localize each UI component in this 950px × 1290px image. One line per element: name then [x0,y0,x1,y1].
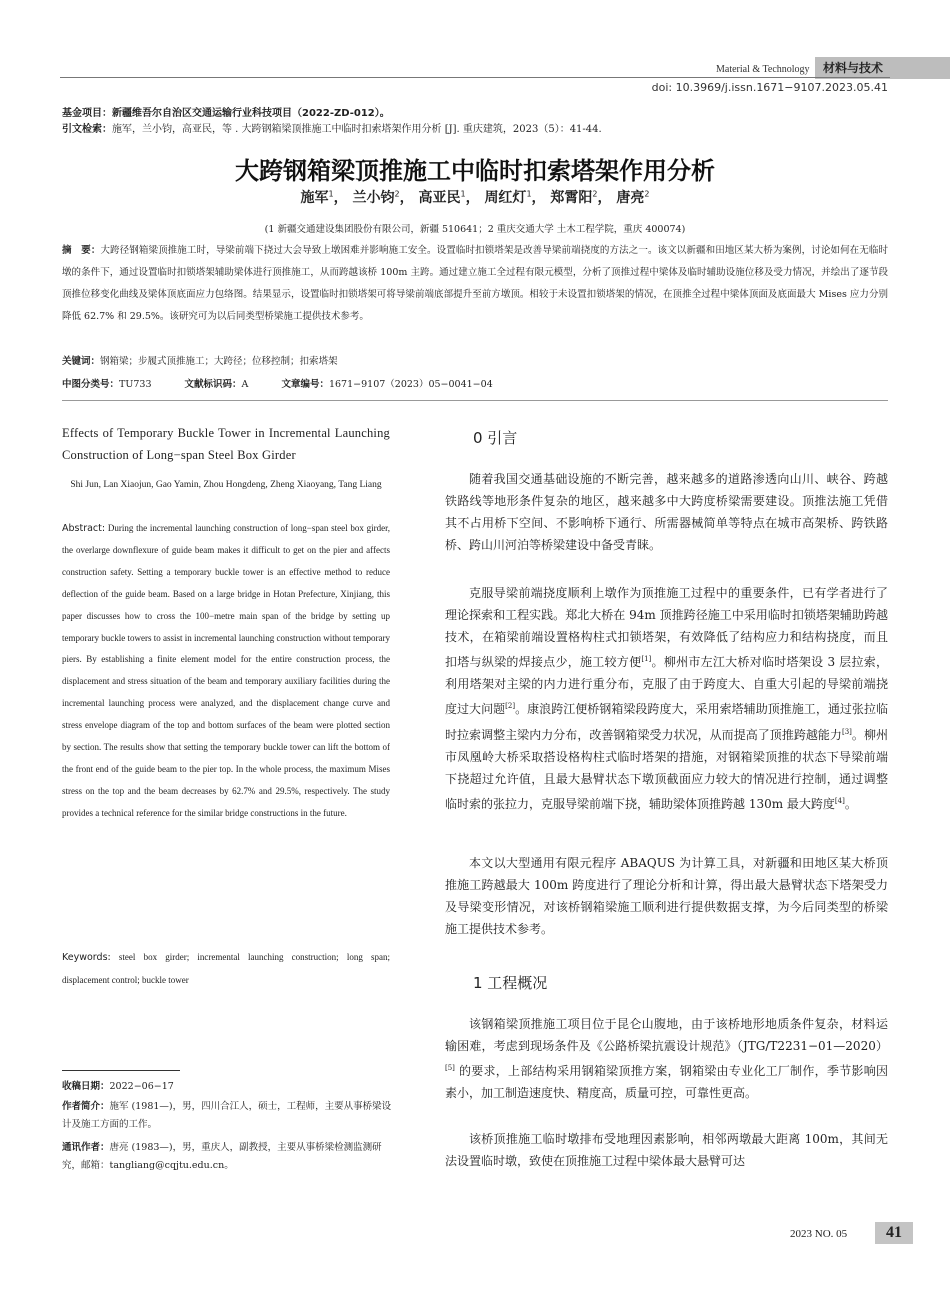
corresponding-author: 通讯作者：唐亮 (1983—)，男，重庆人，副教授，主要从事桥梁检测监测研究，邮箱：tangliang@cqjtu.edu.cn。 [62,1142,382,1171]
body-paragraph: 克服导梁前端挠度顺利上墩作为顶推施工过程中的重要条件，已有学者进行了理论探索和工程实践。郑北大桥在 94m 顶推跨径施工中采用临时扣锁塔架辅助跨越技术，在箱梁前端设置格构柱式扣锁塔架，有效降低了结构应力和结构挠度，而且扣塔与纵梁的焊接点少，施工较方便[1]。柳州市左江大桥对临时塔架设 3 层拉索，利用塔架对主梁的内力进行重分布，克服了由于跨度大、自重大引起的导梁前端挠度过大问题[2]。康浪跨江便桥钢箱梁段跨度大，采用索塔辅助顶推施工，通过张拉临时拉索调整主梁内力分布，改善钢箱梁受力状况，从而提高了顶推跨越能力[3]。柳州市凤凰岭大桥采取搭设格构柱式临时塔架的措施，对钢箱梁顶推的状态下导梁前端下挠超过允许值，且最大悬臂状态下墩顶截面应力较大的情况进行控制，通过调整临时索的张拉力，克服导梁前端下挠，辅助梁体顶推跨越 130m 最大跨度[4]。 [445,586,888,811]
author-list: 施军$^1$， 兰小钧$^2$， 高亚民$^1$， 周红灯$^1$， 郑霄阳$^2$， 唐亮$^2$ [300,189,650,206]
citation-line [62,120,602,135]
author: 周红灯$^1$ [484,189,532,206]
fund-line [62,104,390,119]
english-keywords-text: steel box girder; incremental launching construction; long span; displacement control; buckle tower [62,952,390,985]
journal-section-en: Material & Technology [716,64,810,75]
author: 高亚民$^1$ [418,189,466,206]
english-keywords-label: Keywords: [62,952,111,963]
affiliation: (1 新疆交通建设集团股份有限公司，新疆 510641；2 重庆交通大学 土木工程学院，重庆 400074) [264,224,686,235]
citation-ref: [3] [841,727,852,736]
citation-ref: [4] [834,796,845,805]
doc-code-label: 文献标识码： [184,379,242,390]
author-bio: 作者简介：施军 (1981—)，男，四川合江人，硕士，工程师，主要从事桥梁设计及施工方面的工作。 [62,1101,392,1130]
doc-code-value: A [241,379,249,390]
author: 兰小钧$^2$ [352,189,400,206]
received-date: 收稿日期：2022−06−17 [62,1081,174,1092]
author: 唐亮$^2$ [616,189,650,206]
body-paragraph: 随着我国交通基础设施的不断完善，越来越多的道路渗透向山川、峡谷、跨越铁路线等地形条件复杂的地区，越来越多中大跨度桥梁需要建设。顶推法施工凭借其不占用桥下空间、不影响桥下通行、所需器械简单等特点在城市高架桥、跨铁路桥、跨山川河泊等桥梁建设中备受青睐。 [445,472,888,553]
author: 郑霄阳$^2$ [550,189,598,206]
clc-label: 中图分类号： [62,379,120,390]
citation-ref: [1] [641,655,652,664]
body-paragraph: 本文以大型通用有限元程序 ABAQUS 为计算工具，对新疆和田地区某大桥顶推施工跨越最大 100m 跨度进行了理论分析和计算，得出最大悬臂状态下塔架受力及导梁变形情况，对该桥钢箱梁施工顺利进行提供数据支撑，为今后同类型的桥梁施工提供技术参考。 [445,856,888,937]
footnote-rule [62,1070,180,1071]
section-divider [62,400,888,401]
classification-line [62,376,888,390]
section-heading: 0 引言 [473,429,518,447]
body-paragraph: 该桥顶推施工临时墩排布受地理因素影响，相邻两墩最大距离 100m，其间无法设置临时墩，致使在顶推施工过程中梁体最大悬臂可达 [445,1132,888,1169]
cite-label: 引文检索： [62,124,112,135]
abstract-zh-label: 摘 要： [62,245,101,256]
header-rule [60,77,890,78]
abstract-zh-text: 大跨径钢箱梁顶推施工时，导梁前端下挠过大会导致上墩困难并影响施工安全。设置临时扣锁塔架是改善导梁前端挠度的方法之一。该文以新疆和田地区某大桥为案例，讨论如何在无临时墩的条件下，通过设置临时扣锁塔架辅助梁体进行顶推施工，从而跨越该桥 100m 主跨。通过建立施工全过程有限元模型，分析了顶推过程中梁体及临时辅助设施位移及受力情况，并绘出了逐节段顶推位移变化曲线及梁体顶底面应力包络图。结果显示，设置临时扣锁塔架可将导梁前端底部提升至前方墩顶。相较于未设置扣锁塔架的情况，在顶推全过程中梁体顶面及底面最大 Mises 应力分别降低 62.7% 和 29.5%。该研究可为以后同类型桥梁施工提供技术参考。 [62,245,888,322]
keywords-zh-text: 钢箱梁；步履式顶推施工；大跨径；位移控制；扣索塔架 [100,356,338,367]
citation-ref: [2] [505,702,516,711]
issue-number: 2023 NO. 05 [790,1228,848,1240]
fund-label: 基金项目： [62,108,112,119]
english-authors: Shi Jun, Lan Xiaojun, Gao Yamin, Zhou Hongdeng, Zheng Xiaoyang, Tang Liang [70,480,382,490]
doi: doi: 10.3969/j.issn.1671−9107.2023.05.41 [651,81,888,94]
citation-ref: [5] [445,1064,455,1073]
article-number-label: 文章编号： [281,379,329,390]
journal-section-zh: 材料与技术 [815,57,950,79]
keywords-zh-label: 关键词： [62,356,101,367]
english-abstract-label: Abstract: [62,523,106,534]
english-abstract-text: During the incremental launching construction of long−span steel box girder, the overlarge downflexure of guide beam makes it difficult to get on the pier and affects construction safety. Setting a temporary buckle tower is an effective method to reduce deflection of the guide beam. Based on a large bridge in Hotan Prefecture, Xinjiang, this paper discusses how to cross the 100−metre main span of the bridge by setting up temporary buckle towers to assist in incremental launching construction without temporary piers. By establishing a finite element model for the entire construction process, the displacement and stress situation of the beam and temporary auxiliary facilities during the incremental launching process were analyzed, and the displacement change curve and stress envelope diagram of the top and bottom surfaces of the beam were plotted section by section. The results show that setting the temporary buckle tower can lift the bottom of the front end of the guide beam to the pier top. In the whole process, the maximum Mises stress on the top and the beam decreases by 62.7% and 29.5%, respectively. The study provides a technical reference for the similar bridge constructions in the future. [62,523,390,818]
english-title: Effects of Temporary Buckle Tower in Incremental Launching Construction of Long−span Steel Box Girder [62,426,390,462]
body-paragraph: 该钢箱梁顶推施工项目位于昆仑山腹地，由于该桥地形地质条件复杂，材料运输困难，考虑到现场条件及《公路桥梁抗震设计规范》（JTG/T2231−01—2020）[5] 的要求，上部结构采用钢箱梁顶推方案，钢箱梁由专业化工厂制作，季节影响因素小，加工制造速度快、精度高，质量可控，可靠性更高。 [445,1017,888,1101]
keywords-zh [62,353,888,367]
author: 施军$^1$ [300,189,334,206]
cite-text: 施军，兰小钧，高亚民，等 . 大跨钢箱梁顶推施工中临时扣索塔架作用分析 [J]. 重庆建筑，2023（5）：41-44. [112,124,602,135]
section-heading: 1 工程概况 [473,974,548,992]
page-number: 41 [875,1222,913,1244]
fund-text: 新疆维吾尔自治区交通运输行业科技项目（2022-ZD-012）。 [112,108,390,119]
abstract-zh [62,240,888,328]
paper-title: 大跨钢箱梁顶推施工中临时扣索塔架作用分析 [235,157,715,185]
article-number-value: 1671−9107（2023）05−0041−04 [328,379,493,390]
english-abstract [62,518,390,825]
clc-value: TU733 [119,379,152,390]
english-keywords [62,946,390,991]
